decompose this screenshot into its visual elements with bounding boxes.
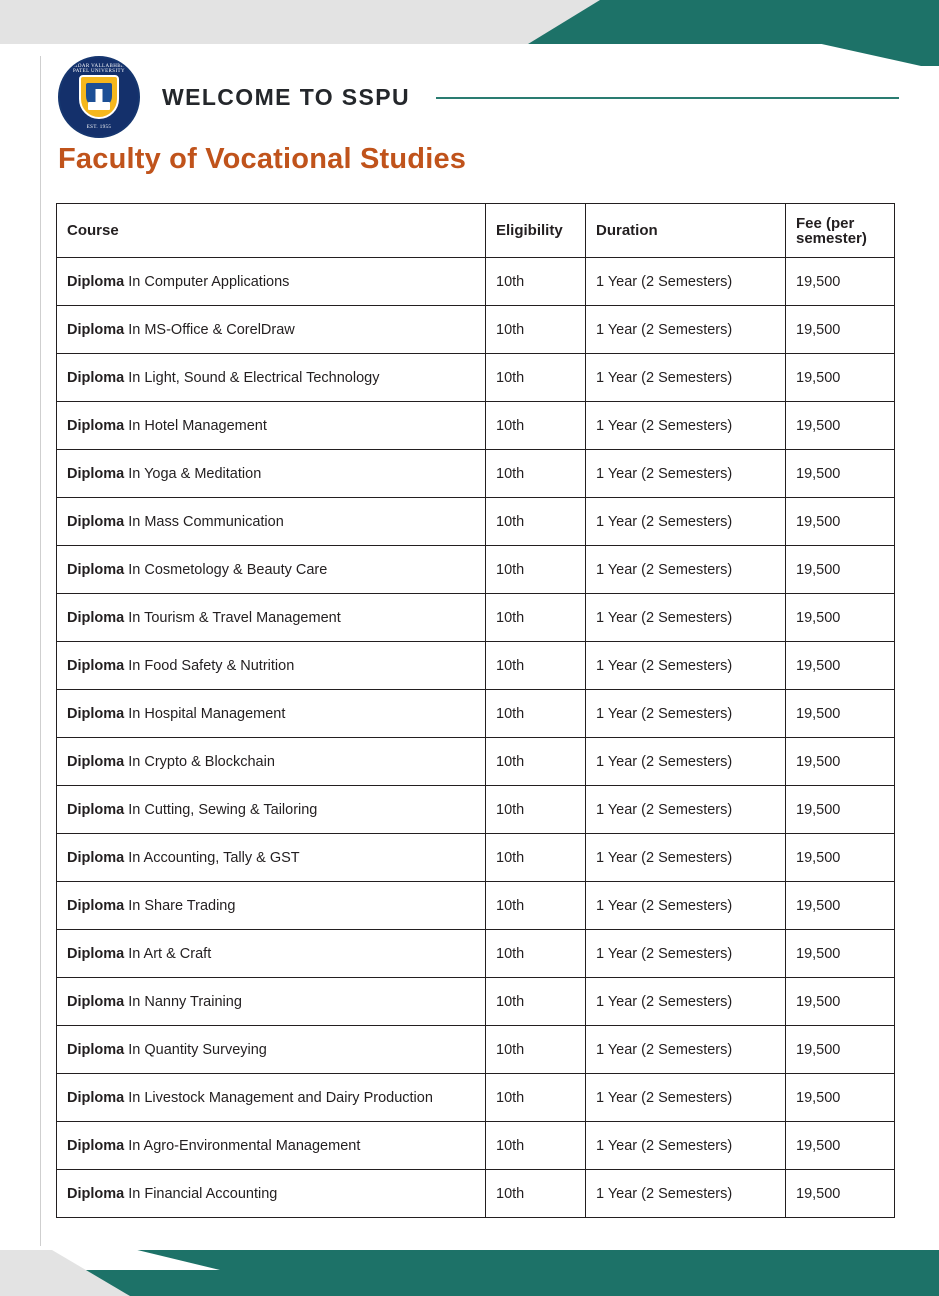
cell-duration: 1 Year (2 Semesters) (586, 834, 786, 882)
course-name: In Tourism & Travel Management (124, 609, 341, 626)
cell-course (57, 1122, 486, 1170)
cell-course (57, 1026, 486, 1074)
cell-eligibility: 10th (486, 786, 586, 834)
table-row (57, 1170, 895, 1218)
cell-eligibility: 10th (486, 258, 586, 306)
cell-eligibility: 10th (486, 498, 586, 546)
page-title: Faculty of Vocational Studies (58, 143, 467, 175)
cell-eligibility: 10th (486, 1026, 586, 1074)
course-prefix: Diploma (67, 609, 125, 626)
course-prefix: Diploma (67, 513, 125, 530)
course-name: In Nanny Training (124, 993, 242, 1010)
course-name: In Art & Craft (124, 945, 212, 962)
course-name: In Computer Applications (124, 273, 290, 290)
cell-course (57, 978, 486, 1026)
cell-eligibility: 10th (486, 1074, 586, 1122)
cell-duration: 1 Year (2 Semesters) (586, 1122, 786, 1170)
cell-fee: 19,500 (786, 1170, 895, 1218)
cell-fee: 19,500 (786, 882, 895, 930)
cell-course (57, 258, 486, 306)
table-row (57, 354, 895, 402)
cell-fee: 19,500 (786, 642, 895, 690)
cell-course (57, 690, 486, 738)
cell-eligibility: 10th (486, 738, 586, 786)
cell-duration: 1 Year (2 Semesters) (586, 258, 786, 306)
cell-fee: 19,500 (786, 450, 895, 498)
cell-duration: 1 Year (2 Semesters) (586, 882, 786, 930)
table-row (57, 978, 895, 1026)
cell-eligibility: 10th (486, 306, 586, 354)
cell-duration: 1 Year (2 Semesters) (586, 930, 786, 978)
cell-course (57, 930, 486, 978)
fee-header-line2: semester) (796, 229, 867, 247)
left-margin-rule (40, 56, 41, 1246)
course-prefix: Diploma (67, 1185, 125, 1202)
cell-eligibility: 10th (486, 834, 586, 882)
cell-fee: 19,500 (786, 1122, 895, 1170)
cell-course (57, 354, 486, 402)
table-header-row (57, 204, 895, 258)
course-prefix: Diploma (67, 561, 125, 578)
page-header (58, 62, 899, 132)
cell-duration: 1 Year (2 Semesters) (586, 354, 786, 402)
course-prefix: Diploma (67, 465, 125, 482)
cell-eligibility: 10th (486, 546, 586, 594)
cell-duration: 1 Year (2 Semesters) (586, 786, 786, 834)
course-name: In Light, Sound & Electrical Technology (124, 369, 380, 386)
cell-course (57, 786, 486, 834)
course-name: In Livestock Management and Dairy Production (124, 1089, 433, 1106)
cell-eligibility: 10th (486, 930, 586, 978)
cell-eligibility: 10th (486, 882, 586, 930)
cell-eligibility: 10th (486, 690, 586, 738)
cell-course (57, 1170, 486, 1218)
cell-fee: 19,500 (786, 402, 895, 450)
welcome-title: WELCOME TO SSPU (162, 83, 411, 110)
table-row (57, 1122, 895, 1170)
cell-duration: 1 Year (2 Semesters) (586, 1170, 786, 1218)
course-name: In Accounting, Tally & GST (124, 849, 300, 866)
cell-fee: 19,500 (786, 786, 895, 834)
course-prefix: Diploma (67, 849, 125, 866)
course-prefix: Diploma (67, 1089, 125, 1106)
table-body (57, 258, 895, 1218)
cell-course (57, 1074, 486, 1122)
cell-course (57, 834, 486, 882)
cell-duration: 1 Year (2 Semesters) (586, 450, 786, 498)
cell-duration: 1 Year (2 Semesters) (586, 978, 786, 1026)
cell-duration: 1 Year (2 Semesters) (586, 546, 786, 594)
cell-duration: 1 Year (2 Semesters) (586, 306, 786, 354)
course-name: In Quantity Surveying (124, 1041, 267, 1058)
course-prefix: Diploma (67, 321, 125, 338)
column-header-course: Course (57, 204, 486, 258)
course-name: In Financial Accounting (124, 1185, 278, 1202)
cell-fee: 19,500 (786, 738, 895, 786)
cell-course (57, 450, 486, 498)
course-name: In Cosmetology & Beauty Care (124, 561, 328, 578)
course-name: In Hospital Management (124, 705, 286, 722)
cell-eligibility: 10th (486, 1170, 586, 1218)
cell-fee: 19,500 (786, 930, 895, 978)
table-row (57, 498, 895, 546)
table-row (57, 258, 895, 306)
course-prefix: Diploma (67, 1041, 125, 1058)
course-prefix: Diploma (67, 801, 125, 818)
course-name: In Share Trading (124, 897, 236, 914)
course-prefix: Diploma (67, 273, 125, 290)
courses-table-container (56, 203, 894, 1218)
logo-crest-book (88, 102, 110, 110)
cell-duration: 1 Year (2 Semesters) (586, 498, 786, 546)
table-row (57, 930, 895, 978)
cell-eligibility: 10th (486, 642, 586, 690)
cell-eligibility: 10th (486, 450, 586, 498)
course-name: In Hotel Management (124, 417, 267, 434)
table-header (57, 204, 895, 258)
cell-duration: 1 Year (2 Semesters) (586, 402, 786, 450)
cell-course (57, 642, 486, 690)
course-prefix: Diploma (67, 945, 125, 962)
column-header-duration: Duration (586, 204, 786, 258)
cell-eligibility: 10th (486, 978, 586, 1026)
course-prefix: Diploma (67, 753, 125, 770)
cell-duration: 1 Year (2 Semesters) (586, 1074, 786, 1122)
course-prefix: Diploma (67, 369, 125, 386)
cell-duration: 1 Year (2 Semesters) (586, 690, 786, 738)
course-name: In Yoga & Meditation (124, 465, 262, 482)
course-name: In Food Safety & Nutrition (124, 657, 295, 674)
cell-fee: 19,500 (786, 258, 895, 306)
cell-fee: 19,500 (786, 546, 895, 594)
course-prefix: Diploma (67, 657, 125, 674)
table-row (57, 1074, 895, 1122)
cell-course (57, 306, 486, 354)
cell-fee: 19,500 (786, 354, 895, 402)
course-prefix: Diploma (67, 417, 125, 434)
course-prefix: Diploma (67, 1137, 125, 1154)
table-row (57, 1026, 895, 1074)
table-row (57, 402, 895, 450)
university-logo-icon (58, 56, 140, 138)
cell-fee: 19,500 (786, 978, 895, 1026)
courses-table (56, 203, 895, 1218)
logo-ring-text-bottom: EST. 1955 (86, 125, 112, 130)
cell-eligibility: 10th (486, 354, 586, 402)
cell-eligibility: 10th (486, 1122, 586, 1170)
table-row (57, 882, 895, 930)
course-prefix: Diploma (67, 993, 125, 1010)
table-row (57, 642, 895, 690)
column-header-eligibility: Eligibility (486, 204, 586, 258)
course-prefix: Diploma (67, 897, 125, 914)
cell-course (57, 738, 486, 786)
cell-duration: 1 Year (2 Semesters) (586, 594, 786, 642)
cell-fee: 19,500 (786, 1026, 895, 1074)
cell-fee: 19,500 (786, 306, 895, 354)
header-divider (436, 97, 899, 99)
table-row (57, 690, 895, 738)
course-name: In Mass Communication (124, 513, 284, 530)
cell-duration: 1 Year (2 Semesters) (586, 642, 786, 690)
cell-eligibility: 10th (486, 594, 586, 642)
cell-fee: 19,500 (786, 834, 895, 882)
cell-course (57, 546, 486, 594)
table-row (57, 834, 895, 882)
column-header-fee (786, 204, 895, 258)
cell-eligibility: 10th (486, 402, 586, 450)
course-name: In MS-Office & CorelDraw (124, 321, 295, 338)
cell-duration: 1 Year (2 Semesters) (586, 738, 786, 786)
fee-header-line1: Fee (per (796, 214, 855, 232)
cell-course (57, 498, 486, 546)
cell-fee: 19,500 (786, 594, 895, 642)
cell-duration: 1 Year (2 Semesters) (586, 1026, 786, 1074)
course-name: In Crypto & Blockchain (124, 753, 275, 770)
cell-course (57, 402, 486, 450)
cell-course (57, 882, 486, 930)
table-row (57, 306, 895, 354)
table-row (57, 450, 895, 498)
table-row (57, 738, 895, 786)
logo-crest (79, 75, 119, 119)
cell-fee: 19,500 (786, 690, 895, 738)
table-row (57, 786, 895, 834)
course-prefix: Diploma (67, 705, 125, 722)
course-name: In Cutting, Sewing & Tailoring (124, 801, 318, 818)
logo-crest-pillar (96, 89, 103, 103)
cell-course (57, 594, 486, 642)
course-name: In Agro-Environmental Management (124, 1137, 361, 1154)
cell-fee: 19,500 (786, 1074, 895, 1122)
table-row (57, 546, 895, 594)
table-row (57, 594, 895, 642)
cell-fee: 19,500 (786, 498, 895, 546)
logo-ring-text-top: SARDAR VALLABHBHAI PATEL UNIVERSITY (66, 64, 132, 74)
